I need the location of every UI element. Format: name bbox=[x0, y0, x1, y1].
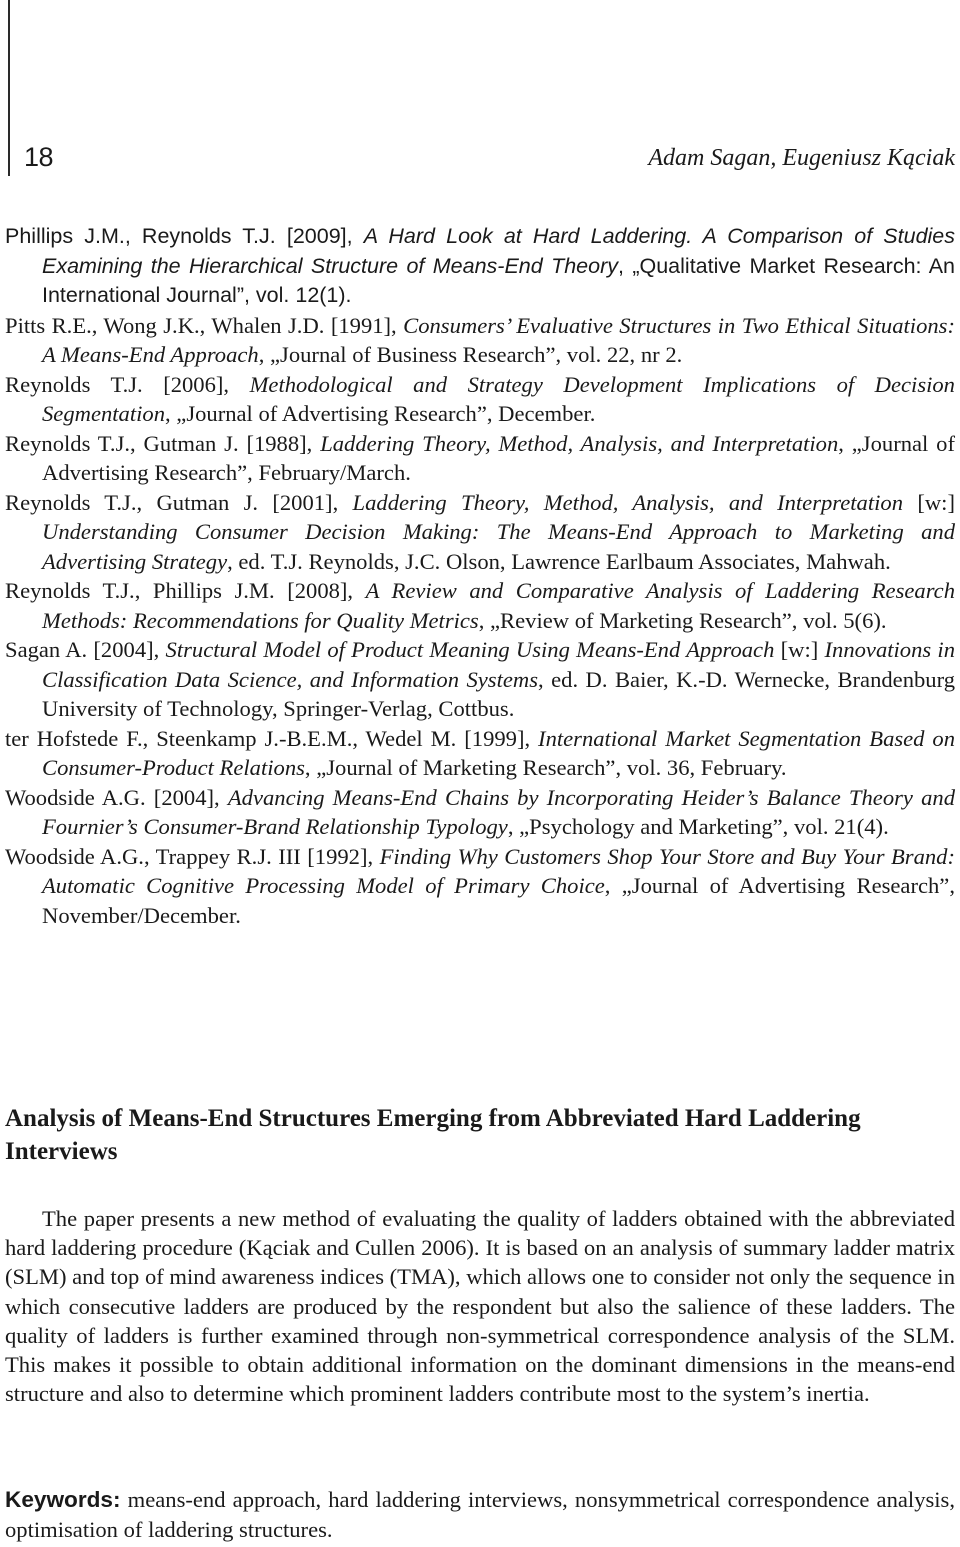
reference-title: Consumers’ Evaluative Structures in Two Ethical Situations: A Means-End Approach bbox=[42, 312, 955, 367]
reference-item bbox=[5, 635, 955, 724]
reference-title: Laddering Theory, Method, Analysis, and Interpretation bbox=[320, 430, 839, 456]
reference-item bbox=[5, 783, 955, 842]
reference-authors: Woodside A.G. [2004], bbox=[5, 784, 228, 810]
reference-item bbox=[5, 842, 955, 931]
reference-title: A Hard Look at Hard Laddering. A Comparison of Studies Examining the Hierarchical Structure of Means-End Theory bbox=[42, 224, 956, 278]
reference-book-title: Understanding Consumer Decision Making: The Means-End Approach to Marketing and Advertising Strategy bbox=[42, 519, 955, 574]
reference-title: Methodological and Strategy Development Implications of Decision Segmentation bbox=[42, 371, 955, 426]
running-head-authors: Adam Sagan, Eugeniusz Kąciak bbox=[648, 145, 955, 171]
reference-item bbox=[5, 576, 955, 635]
reference-source: , ed. D. Baier, K.-D. Wernecke, Brandenburg University of Technology, Springer-Verlag, Cottbus. bbox=[42, 666, 956, 721]
reference-source: , „Journal of Advertising Research”, February/March. bbox=[42, 430, 955, 485]
reference-item bbox=[5, 370, 955, 429]
reference-source: , „Qualitative Market Research: An International Journal”, vol. 12(1). bbox=[42, 253, 955, 307]
reference-source: , „Journal of Advertising Research”, December. bbox=[165, 401, 596, 426]
reference-item bbox=[5, 429, 955, 488]
reference-item bbox=[5, 488, 955, 577]
reference-title: Advancing Means-End Chains by Incorporating Heider’s Balance Theory and Fournier’s Consumer-Brand Relationship Typology bbox=[42, 784, 955, 839]
margin-rule bbox=[8, 0, 10, 176]
reference-book-title: Innovations in Classification Data Science, and Information Systems bbox=[42, 637, 955, 692]
reference-title: Laddering Theory, Method, Analysis, and Interpretation bbox=[352, 489, 904, 515]
reference-source: , „Journal of Marketing Research”, vol. 36, February. bbox=[304, 755, 787, 780]
reference-list bbox=[5, 222, 955, 930]
reference-title: A Review and Comparative Analysis of Laddering Research Methods: Recommendations for Quality Metrics bbox=[42, 578, 955, 633]
reference-source: , ed. T.J. Reynolds, J.C. Olson, Lawrence Earlbaum Associates, Mahwah. bbox=[227, 548, 891, 574]
reference-authors: Pitts R.E., Wong J.K., Whalen J.D. [1991], bbox=[5, 312, 404, 338]
reference-source: , „Journal of Advertising Research”, November/December. bbox=[42, 873, 955, 928]
keywords-label: Keywords: bbox=[5, 1487, 121, 1512]
reference-item bbox=[5, 311, 955, 370]
reference-authors: Woodside A.G., Trappey R.J. III [1992], bbox=[5, 843, 380, 869]
abstract-title: Analysis of Means-End Structures Emerging from Abbreviated Hard Laddering Interviews bbox=[5, 1105, 861, 1165]
reference-source: , „Review of Marketing Research”, vol. 5(6). bbox=[478, 607, 887, 633]
reference-in: [w:] bbox=[774, 637, 825, 662]
reference-title: Finding Why Customers Shop Your Store and Buy Your Brand: Automatic Cognitive Processing Model of Primary Choice bbox=[42, 843, 955, 898]
reference-authors: ter Hofstede F., Steenkamp J.-B.E.M., Wedel M. [1999], bbox=[5, 725, 539, 751]
reference-authors: Sagan A. [2004], bbox=[5, 637, 166, 662]
reference-source: , „Journal of Business Research”, vol. 22, nr 2. bbox=[258, 342, 683, 367]
reference-title: Structural Model of Product Meaning Using Means-End Approach bbox=[165, 637, 775, 662]
reference-authors: Reynolds T.J., Phillips J.M. [2008], bbox=[5, 578, 366, 603]
reference-authors: Reynolds T.J., Gutman J. [1988], bbox=[5, 430, 321, 456]
keywords-text: means-end approach, hard laddering interviews, nonsymmetrical correspondence analysis, optimisation of laddering structures. bbox=[5, 1487, 955, 1542]
reference-authors: Reynolds T.J. [2006], bbox=[5, 371, 250, 397]
page-number: 18 bbox=[24, 142, 54, 172]
reference-item bbox=[5, 724, 955, 783]
abstract-body: The paper presents a new method of evaluating the quality of ladders obtained with the abbreviated hard laddering procedure (Kąciak and Cullen 2006). It is based on an analysis of summary ladder matrix (SLM) and top of mind awareness indices (TMA), which allows one to consider not only the sequence in which consecutive ladders are produced by the respondent but also the salience of these ladders. The quality of ladders is further examined through non-symmetrical correspondence analysis of the SLM. This makes it possible to obtain additional information on the dominant dimensions in the means-end structure and also to determine which prominent ladders contribute most to the system’s inertia. bbox=[5, 1206, 955, 1407]
keywords bbox=[5, 1485, 955, 1544]
reference-title: International Market Segmentation Based on Consumer-Product Relations bbox=[42, 725, 955, 780]
reference-authors: Phillips J.M., Reynolds T.J. [2009], bbox=[5, 224, 364, 248]
reference-source: , „Psychology and Marketing”, vol. 21(4). bbox=[507, 814, 889, 839]
reference-in: [w:] bbox=[903, 489, 955, 515]
reference-item bbox=[5, 222, 955, 311]
reference-authors: Reynolds T.J., Gutman J. [2001], bbox=[5, 489, 353, 515]
